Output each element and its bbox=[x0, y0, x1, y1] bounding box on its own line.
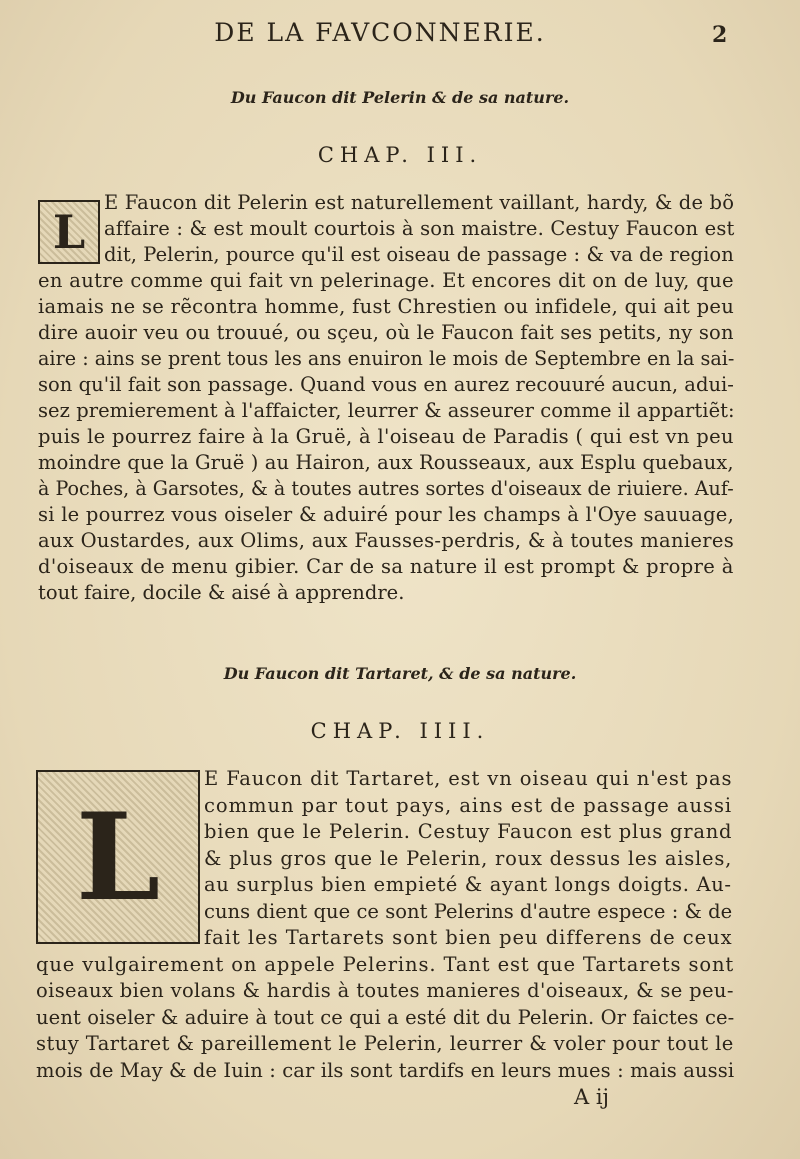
text-line: uent oiseler & aduire à tout ce qui a esté dit du Pelerin. Or faictes ce- bbox=[36, 1005, 735, 1029]
text-line: aire : ains se prent tous les ans enuiron le mois de Septembre en la sai- bbox=[38, 347, 735, 370]
text-line: iamais ne se rẽcontra homme, fust Chrestien ou infidele, qui ait peu bbox=[38, 295, 735, 318]
text-line: moindre que la Gruë ) au Hairon, aux Rousseaux, aux Esplu quebaux, bbox=[38, 451, 734, 474]
drop-cap-l-ornament-large bbox=[36, 770, 200, 944]
text-line: sez premierement à l'affaicter, leurrer & asseurer comme il appartiẽt: bbox=[38, 399, 735, 422]
drop-cap-letter-large: L bbox=[75, 786, 161, 928]
text-line: fait les Tartarets sont bien peu differens de ceux bbox=[204, 926, 733, 949]
page-number: 2 bbox=[712, 22, 728, 48]
drop-cap-l-ornament bbox=[38, 200, 100, 264]
text-line: son qu'il fait son passage. Quand vous en aurez recouuré aucun, adui- bbox=[38, 373, 734, 396]
running-title: DE LA FAVCONNERIE. bbox=[214, 18, 546, 47]
text-line: puis le pourrez faire à la Gruë, à l'oiseau de Paradis ( qui est vn peu bbox=[38, 425, 734, 448]
section-title-pelerin: Du Faucon dit Pelerin & de sa nature. bbox=[230, 88, 570, 107]
text-line: dire auoir veu ou trouué, ou sçeu, où le Faucon fait ses petits, ny son bbox=[38, 321, 734, 344]
section-title-tartaret: Du Faucon dit Tartaret, & de sa nature. bbox=[223, 664, 577, 683]
text-line: au surplus bien empieté & ayant longs doigts. Au- bbox=[204, 873, 732, 896]
text-line: commun par tout pays, ains est de passage aussi bbox=[204, 793, 733, 817]
text-line: à Poches, à Garsotes, & à toutes autres sortes d'oiseaux de riuiere. Auf- bbox=[38, 477, 734, 500]
text-line: d'oiseaux de menu gibier. Car de sa nature il est prompt & propre à bbox=[38, 555, 734, 578]
text-line: affaire : & est moult courtois à son maistre. Cestuy Faucon est bbox=[104, 217, 735, 240]
text-line: que vulgairement on appele Pelerins. Tant est que Tartarets sont bbox=[36, 952, 735, 976]
chapter-heading-4: CHAP. IIII. bbox=[310, 719, 490, 743]
chapter-heading-3: CHAP. III. bbox=[317, 143, 483, 167]
text-line: E Faucon dit Tartaret, est vn oiseau qui n'est pas bbox=[204, 767, 733, 790]
text-line: & plus gros que le Pelerin, roux dessus les aisles, bbox=[204, 846, 733, 870]
text-line: en autre comme qui fait vn pelerinage. Et encores dit on de luy, que bbox=[38, 269, 734, 292]
drop-cap-letter: L bbox=[52, 205, 86, 259]
text-line: E Faucon dit Pelerin est naturellement vaillant, hardy, & de bõ bbox=[104, 191, 735, 214]
text-line: cuns dient que ce sont Pelerins d'autre espece : & de bbox=[204, 899, 733, 923]
text-line: stuy Tartaret & pareillement le Pelerin, leurrer & voler pour tout le bbox=[36, 1032, 734, 1055]
text-line: aux Oustardes, aux Olims, aux Fausses-perdris, & à toutes manieres bbox=[38, 529, 735, 552]
text-line: si le pourrez vous oiseler & aduiré pour les champs à l'Oye sauuage, bbox=[38, 503, 735, 526]
text-line: tout faire, docile & aisé à apprendre. bbox=[38, 581, 405, 604]
text-line: dit, Pelerin, pource qu'il est oiseau de passage : & va de region bbox=[104, 243, 734, 266]
text-line: oiseaux bien volans & hardis à toutes manieres d'oiseaux, & se peu- bbox=[36, 979, 734, 1002]
signature-mark: A ij bbox=[574, 1085, 610, 1109]
text-line: bien que le Pelerin. Cestuy Faucon est plus grand bbox=[204, 820, 733, 843]
text-line: mois de May & de Iuin : car ils sont tardifs en leurs mues : mais aussi bbox=[36, 1058, 735, 1082]
